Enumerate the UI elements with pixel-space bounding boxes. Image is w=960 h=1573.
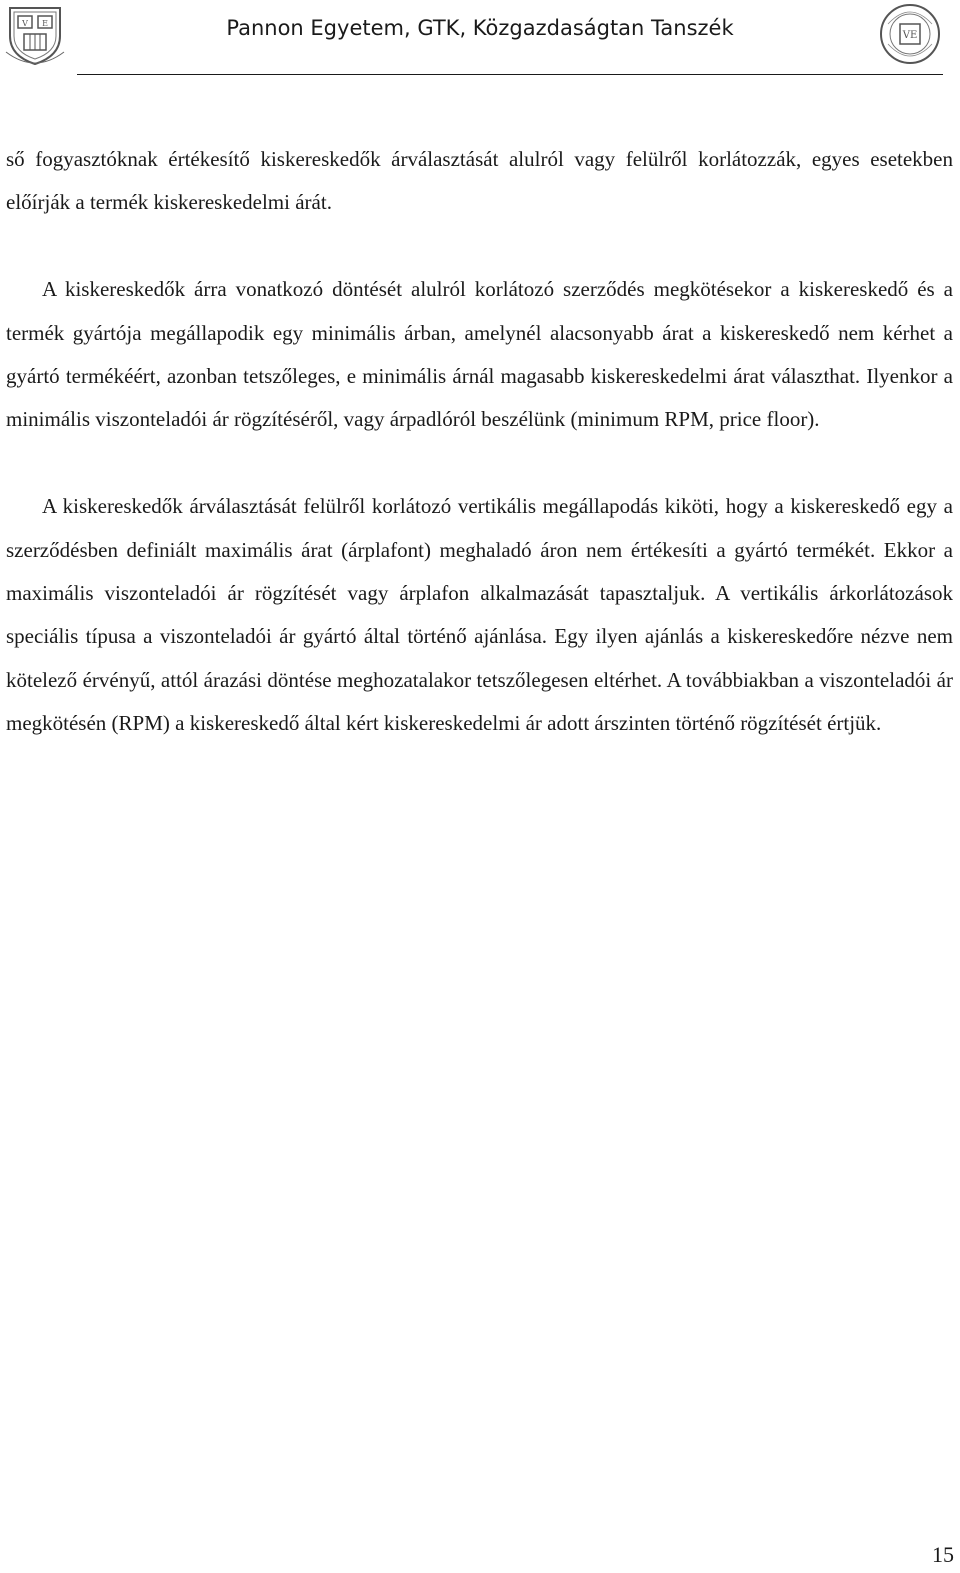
document-body <box>6 138 953 789</box>
header-divider <box>77 74 943 75</box>
paragraph-continued: ső fogyasztóknak értékesítő kiskereskedők árválasztását alulról vagy felülről korlátozzák, egyes esetekben előírják a termék kiskereskedelmi árát. <box>6 147 953 215</box>
svg-text:E: E <box>42 19 48 28</box>
svg-text:VE: VE <box>902 30 918 41</box>
paragraph-minimum-rpm: A kiskereskedők árra vonatkozó döntését alulról korlátozó szerződés megkötésekor a kiskereskedő és a termék gyártója megállapodik egy minimális árban, amelynél alacsonyabb árat a kiskereskedő nem kérhet a gyártó termékéért, azonban tetszőleges, e minimális árnál magasabb kiskereskedelmi árat választhat. Ilyenkor a minimális viszonteladói ár rögzítéséről, vagy árpadlóról beszélünk (minimum RPM, price floor). <box>6 277 953 432</box>
header-title: Pannon Egyetem, GTK, Közgazdaságtan Tanszék <box>226 16 734 40</box>
svg-text:V: V <box>22 19 28 28</box>
paragraph-maximum-rpm: A kiskereskedők árválasztását felülről korlátozó vertikális megállapodás kiköti, hogy a kiskereskedő egy a szerződésben definiált maximális árat (árplafont) meghaladó áron nem értékesíti a gyártó termékét. Ekkor a maximális viszonteladói ár rögzítését vagy árplafon alkalmazását tapasztaljuk. A vertikális árkorlátozások speciális típusa a viszonteladói ár gyártó által történő ajánlása. Egy ilyen ajánlás a kiskereskedőre nézve nem kötelező érvényű, attól árazási döntése meghozatalakor tetszőlegesen eltérhet. A továbbiakban a viszonteladói ár megkötésén (RPM) a kiskereskedő által kért kiskereskedelmi ár adott árszinten történő rögzítését értjük. <box>6 494 953 736</box>
page-number: 15 <box>932 1542 954 1567</box>
faculty-seal-logo <box>878 2 942 66</box>
page-header <box>0 0 960 80</box>
